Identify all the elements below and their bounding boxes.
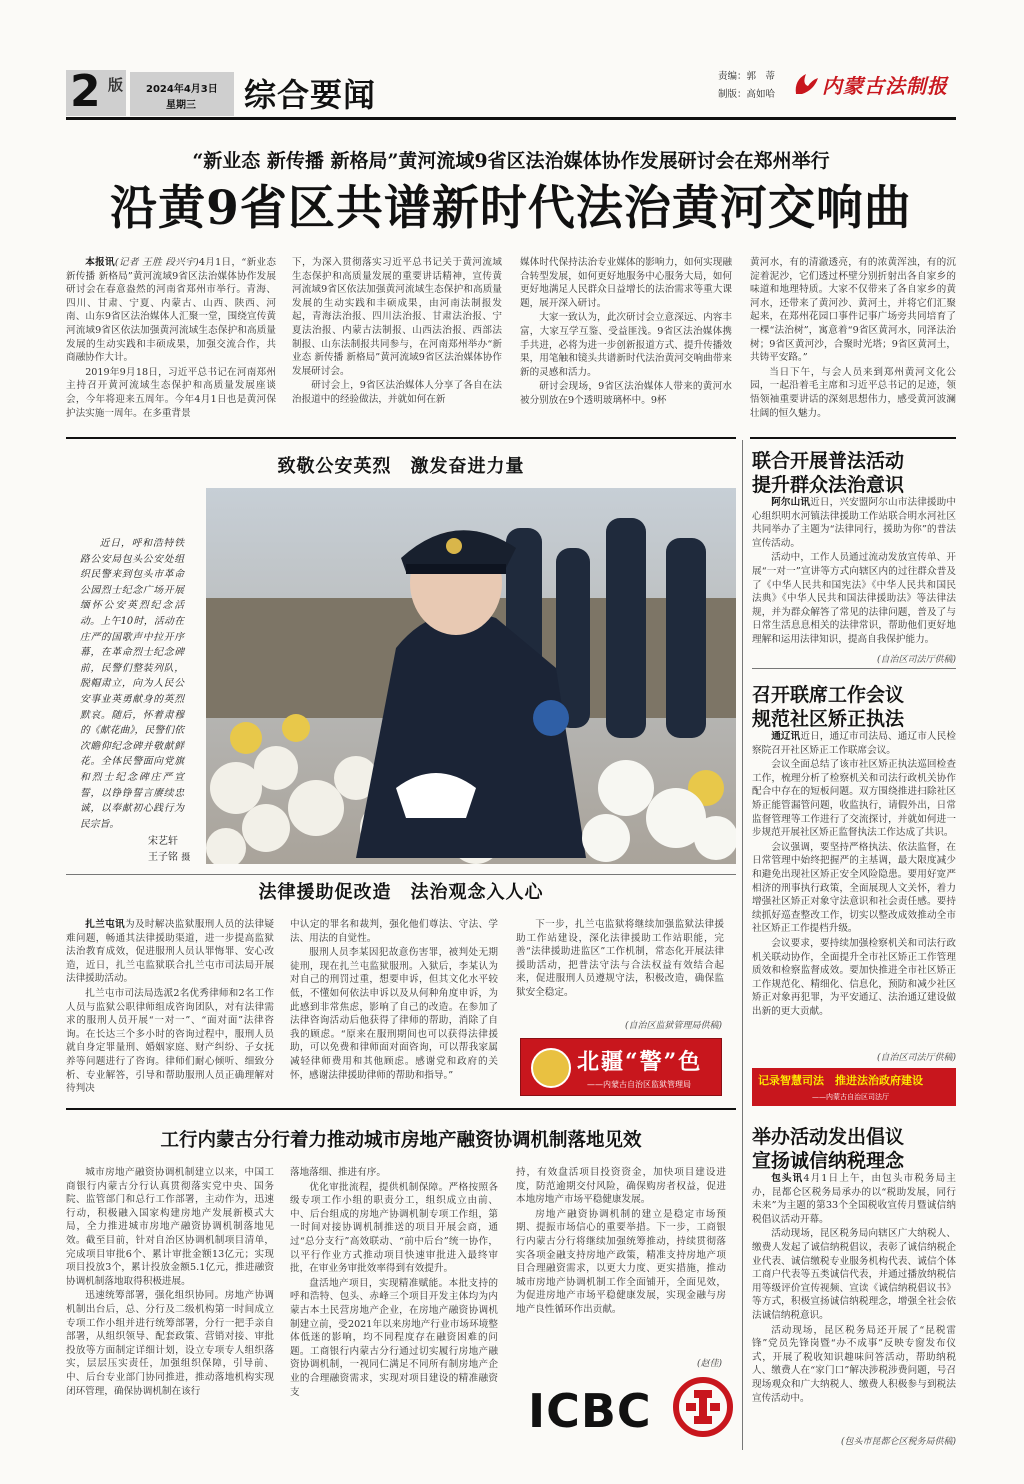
side-a-p2: 活动中，工作人员通过流动发放宣传单、开展“一对一”宣讲等方式向辖区内的过往群众普及了《中华人民共和国宪法》《中华人民共和国民法典》《中华人民共和国法律援助法》等法律法规，并为群众解答了常见的法律问题，普及了与日常生活息息相关的法律常识，帮助他们更好地理解和运用法律知识，提高自我保护能力。 [752, 552, 956, 645]
legal-aid-col-3 [516, 918, 724, 1001]
legal-aid-p4: 服刑人员李某因犯故意伤害罪，被判处无期徒刑，现在扎兰屯监狱服刑。入狱后，李某认为对自己的刑罚过重，想要申诉，但其文化水平较低，不懂如何依法申诉以及从何种角度申诉，为此感到非常焦虑，影响了自己的改造。在参加了法律咨询活动后他获得了律师的帮助，消除了自我的顾虑。“原来在服刑期间也可以获得法律援助，可以免费和律师面对面咨询，可以帮我家属减轻律师费用和其他顾虑。感谢党和政府的关怀，感谢法律援助律师的帮助和指导。” [290, 947, 498, 1081]
police-photo [206, 488, 736, 864]
icbc-p4: 优化审批流程，提供机制保障。严格按照各级专项工作小组的职责分工，组织成立由前、中、后台组成的房地产协调机制专项工作组，第一时间对接协调机制推送的项目开展会商，通过“总分支行”高效联动、“前中后台”统一协作，以平行作业方式推动项目快速审批进入最终审批，在审业务审批效率得到有效提升。 [290, 1181, 498, 1275]
icbc-p2: 迅速统筹部署，强化组织协同。房地产协调机制出台后，总、分行及二级机构第一时间成立专项工作小组并进行统筹部署，分行一把手亲自部署，从组织领导、配套政策、营销对接、审批投放等方面制定详细计划，设立专项专人组织落实，层层压实责任，加强组织保障，引导前、中、后台专业部门协同推进，推动落地机构实现闭环管理，确保协调机制在该行 [66, 1290, 274, 1397]
side-b-p4: 会议要求，要持续加强检察机关和司法行政机关联动协作，全面提升全市社区矫正工作管理质效和检察监督成效。要加快推进全市社区矫正工作规范化、精细化、信息化，预防和减少社区矫正对象再犯罪，为平安通辽、法治通辽建设做出新的更大贡献。 [752, 937, 956, 1017]
legal-aid-col-2 [290, 918, 498, 1083]
icbc-p6: 持，有效盘活项目投资资金，加快项目建设进度，防范逾期交付风险，确保购房者权益，促进本地房地产市场平稳健康发展。 [516, 1167, 726, 1206]
legal-aid-headline: 法律援助促改造 法治观念入人心 [258, 882, 544, 903]
legal-aid-p1: 为及时解决监狱服刑人员的法律疑难问题，畅通其法律援助渠道，进一步提高监狱法治教育成效，促进服刑人员认罪悔罪、安心改造，近日，扎兰屯监狱联合扎兰屯市司法局开展法律援助活动。 [66, 919, 275, 985]
lead-headline: 沿黄9省区共谱新时代法治黄河交响曲 [110, 181, 912, 236]
side-a-rule [752, 668, 956, 669]
icbc-col-3 [516, 1166, 726, 1318]
icbc-logo-icon [672, 1376, 734, 1438]
side-c-tag: 包头讯 [771, 1173, 804, 1184]
side-a-p1: 近日，兴安盟阿尔山市法律援助中心组织明水河镇法律援助工作站联合明水河社区共同举办了主题为“法律同行，援助为你”的普法宣传活动。 [752, 497, 956, 549]
legal-aid-p2: 扎兰屯市司法局选派2名优秀律师和2名工作人员与监狱公职律师组成咨询团队，对有法律需求的服刑人员开展“一对一”、“面对面”法律咨询。在长达三个多小时的咨询过程中，服刑人员就自身定罪量刑、婚姻家庭、财产纠纷、子女抚养等问题进行了咨询。律师们耐心倾听、细致分析、专业解答，引导和帮助服刑人员正确理解对待判决 [66, 987, 274, 1095]
side-c-body [752, 1172, 956, 1406]
lead-col-2 [292, 256, 502, 408]
page-number: 2 [70, 66, 101, 117]
issue-weekday: 星期三 [166, 100, 196, 111]
legal-aid-tag: 扎兰屯讯 [85, 919, 126, 930]
side-b-headline-2: 规范社区矫正执法 [752, 708, 905, 730]
banner-text: 记录智慧司法 推进法治政府建设 [758, 1074, 923, 1087]
icbc-col-2 [290, 1166, 498, 1400]
legal-aid-p3: 中认定的罪名和裁判，强化他们尊法、守法、学法、用法的自觉性。 [290, 919, 498, 944]
icbc-col-1 [66, 1166, 274, 1399]
photo-credit-suffix: 摄 [181, 853, 191, 863]
producer-credit: 制版：高如哈 [718, 89, 776, 100]
side-top-rule [750, 437, 956, 439]
side-b-p3: 会议强调，要坚持严格执法、依法监督，在日常管理中始终把握严的主基调，最大限度减少和避免出现社区矫正安全风险隐患。要用好宽严相济的刑事执行政策，全面展现人文关怀，着力增强社区矫正对象守法意识和社会责任感。要持续抓好巡查整改工作，切实以整改成效推动全市社区矫正工作提档升级。 [752, 841, 956, 935]
promo-title: 北疆“警”色 [577, 1049, 703, 1075]
side-c-p2: 活动现场，昆区税务局向辖区广大纳税人、缴费人发起了诚信纳税倡议，表彰了诚信纳税企业代表、诚信缴税专业服务机构代表、诚信个体工商户代表等五类诚信代表，并通过播放纳税信用等级评价宣传视频、宣读《诚信纳税倡议书》等方式，积极宣扬诚信纳税理念，增强全社会依法诚信纳税意识。 [752, 1228, 956, 1321]
side-b-p2: 会议全面总结了该市社区矫正执法巡回检查工作，梳理分析了检察机关和司法行政机关协作配合中存在的短板问题。双方围绕推进扫除社区矫正能管漏管问题，收监执行，请假外出，日常监督管理等工作进行了交流探讨，并就如何进一步规范开展社区矫正监督执法工作达成了共识。 [752, 759, 956, 839]
editor-name: 郭 蒂 [746, 71, 776, 82]
side-c-headline-2: 宣扬诚信纳税理念 [752, 1150, 905, 1172]
lead-p6: 大家一致认为，此次研讨会立意深远、内容丰富，大家互学互鉴、受益匪浅。9省区法治媒体携手共进，必将为进一步创新报道方式、提升传播效果，用笔触和镜头共谱新时代法治黄河交响曲带来新的灵感和活力。 [520, 312, 732, 378]
icbc-p1: 城市房地产融资协调机制建立以来，中国工商银行内蒙古分行认真贯彻落实党中央、国务院、监管部门和总行工作部署，主动作为，迅速行动，积极融入国家构建房地产发展新模式大局，全力推进城市房地产融资协调机制落地见效。截至目前，针对自治区协调机制项目清单，完成项目审批6个、累计审批金额13亿元；实现项目投放3个，累计投放金额5.1亿元，推进融资协调机制落地取得积极进展。 [66, 1167, 274, 1287]
police-emblem-icon [531, 1048, 571, 1088]
icbc-logo-text: ICBC [528, 1384, 652, 1438]
side-a-body [752, 496, 956, 648]
icbc-p7: 房地产融资协调机制的建立是稳定市场预期、提振市场信心的重要举措。下一步，工商银行内蒙古分行将继续加强统筹推动，持续贯彻落实各项金融支持房地产政策，精准支持房地产项目合理融资需求，以更大力度、更实措施，推动城市房地产协调机制工作全面铺开，全面见效，为促进房地产市场平稳健康发展，实现金融与房地产良性循环作出贡献。 [516, 1208, 726, 1315]
side-b-headline-1: 召开联席工作会议 [752, 684, 905, 706]
side-divider [742, 440, 743, 1450]
masthead-rule [66, 117, 956, 120]
lead-bottom-rule [66, 437, 736, 439]
newspaper-name: 内蒙古法制报 [822, 74, 948, 98]
banner-subtitle: ——内蒙古自治区司法厅 [812, 1093, 889, 1101]
legal-aid-col-1 [66, 918, 274, 1097]
newspaper-logo-icon [792, 70, 820, 98]
icbc-p3: 落地落细、推进有序。 [290, 1167, 386, 1178]
lead-byline: (记者 王胜 段兴宇) [114, 257, 199, 268]
icbc-headline: 工行内蒙古分行着力推动城市房地产融资协调机制落地见效 [160, 1130, 642, 1151]
icbc-p5: 盘活地产项目，实现精准赋能。本批支持的呼和浩特、包头、赤峰三个项目开发主体均为内蒙古本土民营房地产企业，在房地产融资协调机制建立前，受2021年以来房地产行业市场环境整体低迷的影响，均不同程度存在融资困难的问题。工商银行内蒙古分行通过切实履行房地产融资协调机制，一视同仁满足不同所有制房地产企业的合理融资需求，实现对项目建设的精准融资支 [290, 1277, 498, 1398]
photo-bottom-rule [66, 874, 736, 875]
section-title: 综合要闻 [244, 76, 377, 114]
side-b-source: (自治区司法厅供稿) [876, 1053, 956, 1063]
icbc-byline: (赵佳) [696, 1359, 722, 1369]
photo-credit-name: 王子铭 [148, 852, 178, 863]
side-a-headline-1: 联合开展普法活动 [752, 450, 905, 472]
lead-p5: 媒体时代保持法治专业媒体的影响力，如何实现融合转型发展，如何更好地服务中心服务大局，如何更好地满足人民群众日益增长的法治需求等重大课题，展开深入研讨。 [520, 257, 732, 309]
photo-headline: 致敬公安英烈 激发奋进力量 [277, 456, 525, 477]
side-c-p1: 4月1日上午，由包头市税务局主办，昆都仑区税务局承办的以“税助发展，同行未来”为主题的第33个全国税收宣传月暨诚信纳税倡议活动开幕。 [752, 1173, 956, 1225]
lead-p8: 黄河水，有的清澈透亮，有的浓黄浑浊，有的沉淀着泥沙，它们透过杯壁分别折射出各自家乡的味道和地理特质。大家不仅带来了各自家乡的黄河水，还带来了黄河沙、黄河土，并将它们汇聚起来，在郑州花园口事件记事广场旁共同培育了一棵“法治树”，寓意着“9省区黄河水，同泽法治树；9省区黄河沙，合聚时光塔；9省区黄河土，共铸平安路。” [750, 257, 956, 364]
side-a-tag: 阿尔山讯 [771, 497, 811, 508]
editor-label: 责编 [718, 71, 738, 82]
side-c-p3: 活动现场，昆区税务局还开展了“昆税雷锋”党员先锋岗暨“办不成事”反映专窗发布仪式，开展了税收知识趣味问答活动，帮助纳税人、缴费人在“家门口”解决涉税涉费问题，号召现场观众和广大纳税人、缴费人积极参与到税法宣传活动中。 [752, 1324, 956, 1404]
promo-subtitle: ——内蒙古自治区监狱管理局 [587, 1080, 691, 1089]
lead-col-1 [66, 256, 276, 421]
side-b-body [752, 730, 956, 1019]
editor-credit: 责编：郭 蒂 [718, 71, 776, 82]
page-label: 版 [108, 76, 124, 94]
photo-caption-column [80, 536, 184, 852]
issue-date: 2024年4月3日 [146, 84, 218, 95]
prison-promo-banner [520, 1038, 722, 1096]
legal-aid-p5: 下一步，扎兰屯监狱将继续加强监狱法律援助工作站建设，深化法律援助工作站职能，完善“法律援助进监区”工作机制，常态化开展法律援助活动，把普法守法与合法权益有效结合起来，促进服刑人员遵规守法，积极改造，确保监狱安全稳定。 [516, 919, 724, 998]
lead-kicker: “新业态 新传播 新格局”黄河流域9省区法治媒体协作发展研讨会在郑州举行 [192, 150, 830, 172]
photo-caption: 近日，呼和浩特铁路公安局包头公安处组织民警来到包头市革命公园烈士纪念广场开展缅怀公安英烈纪念活动。上午10时，活动在庄严的国歌声中拉开序幕，在革命烈士纪念碑前，民警们整装列队，脱帽肃立，向为人民公安事业英勇献身的英烈默哀。随后，怀着肃穆的《献花曲》，民警们依次瞻仰纪念碑并敬献鲜花。全体民警面向党旗和烈士纪念碑庄严宣誓，以铮铮誓言赓续忠诚，以奉献初心践行为民宗旨。 [80, 538, 184, 830]
side-c-headline-1: 举办活动发出倡议 [752, 1126, 905, 1148]
producer-label: 制版 [718, 89, 738, 100]
lead-p1: 4月1日，“新业态 新传播 新格局”黄河流域9省区法治媒体协作发展研讨会在春意盎然的河南省郑州市举行。青海、四川、甘肃、宁夏、内蒙古、山西、陕西、河南、山东9省区法治媒体人汇聚一堂，围绕宣传黄河流域9省区依法加强黄河流域生态保护和高质量发展的生动实践和丰硕成果，加强交流合作，共商融协作大计。 [66, 257, 276, 364]
lead-tag: 本报讯 [85, 257, 115, 268]
smart-justice-banner [752, 1068, 956, 1106]
side-a-headline-2: 提升群众法治意识 [752, 474, 905, 496]
lead-p4: 研讨会上，9省区法治媒体人分享了各自在法治报道中的经验做法，并就如何在新 [292, 380, 502, 405]
lead-p3: 下，为深入贯彻落实习近平总书记关于黄河流域生态保护和高质量发展的重要讲话精神，宣传黄河流域9省区依法加强黄河流域生态保护和高质量发展的生动实践和丰硕成果，由河南法制报发起，青海法治报、四川法治报、甘肃法治报、宁夏法治报、内蒙古法制报、山西法治报、西部法制报、山东法制报共同参与，在河南郑州举办“新业态 新传播 新格局”黄河流域9省区法治媒体协作发展研讨会。 [292, 257, 502, 377]
icbc-top-rule [66, 1108, 736, 1110]
lead-p2: 2019年9月18日，习近平总书记在河南郑州主持召开黄河流域生态保护和高质量发展座谈会，今年将迎来五周年。今年4月1日也是黄河保护法实施一周年。在多重背景 [66, 366, 276, 419]
legal-aid-source: (自治区监狱管理局供稿) [624, 1021, 722, 1031]
lead-col-3 [520, 256, 732, 409]
side-b-p1: 近日，通辽市司法局、通辽市人民检察院召开社区矫正工作联席会议。 [752, 731, 956, 756]
photo-credit-2 [148, 848, 190, 863]
lead-col-4 [750, 256, 956, 421]
lead-p9: 当日下午，与会人员来到郑州黄河文化公园，一起沿着毛主席和习近平总书记的足迹，领悟领袖重要讲话的深刻思想伟力，感受黄河波澜壮阔的恒久魅力。 [750, 366, 956, 419]
photo-credit-1: 宋艺轩 [148, 836, 178, 847]
side-c-source: (包头市昆都仑区税务局供稿) [840, 1437, 956, 1447]
side-b-tag: 通辽讯 [771, 731, 801, 742]
side-a-source: (自治区司法厅供稿) [876, 655, 956, 665]
lead-p7: 研讨会现场，9省区法治媒体人带来的黄河水被分别放在9个透明玻璃杯中。9杯 [520, 381, 732, 406]
masthead [0, 0, 1024, 120]
producer-name: 高如哈 [746, 89, 776, 100]
